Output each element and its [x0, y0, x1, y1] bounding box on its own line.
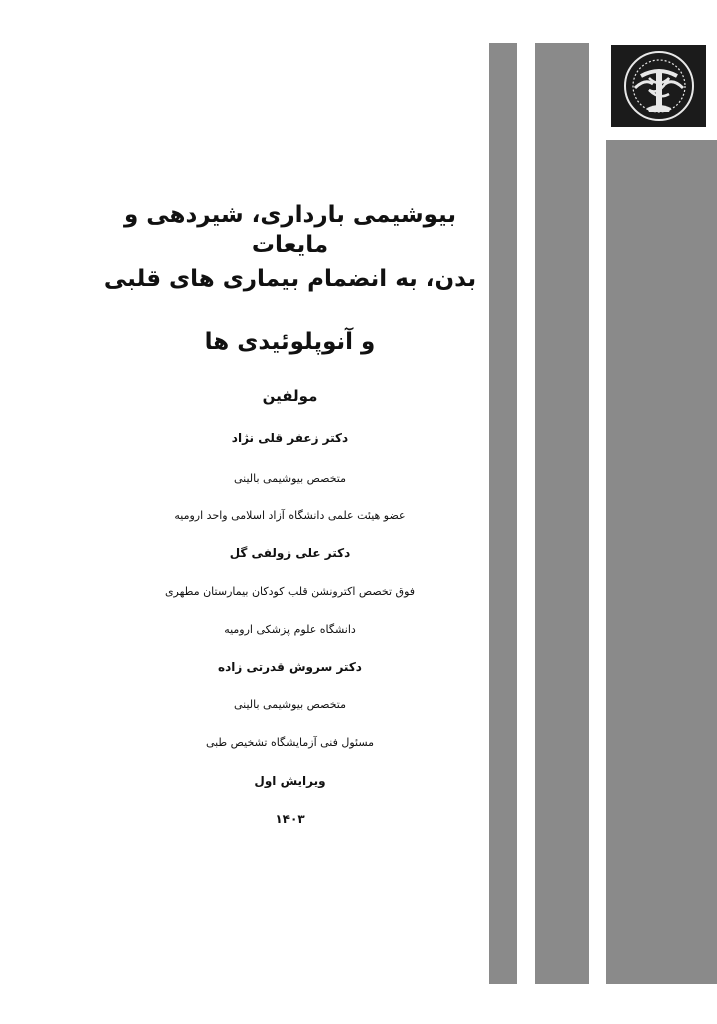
authors-heading: مولفین: [262, 387, 318, 405]
decorative-bar-left: [489, 43, 517, 984]
author-3-affiliation: مسئول فنی آزمایشگاه تشخیص طبی: [205, 736, 375, 749]
author-1-affiliation: عضو هیئت علمی دانشگاه آزاد اسلامی واحد ارومیه: [174, 509, 406, 522]
author-2-name: دکتر علی زولفی گل: [229, 546, 351, 560]
author-3-specialty: متخصص بیوشیمی بالینی: [233, 698, 347, 711]
caduceus-emblem-icon: [619, 48, 699, 124]
publication-year: ۱۴۰۳: [275, 812, 305, 826]
author-1-specialty: متخصص بیوشیمی بالینی: [233, 472, 347, 485]
author-2-affiliation: دانشگاه علوم پزشکی ارومیه: [224, 623, 356, 636]
author-1-name: دکتر زعفر قلی نژاد: [231, 431, 349, 445]
edition-label: ویرایش اول: [254, 774, 326, 788]
author-3-name: دکتر سروش قدرتی زاده: [218, 660, 362, 674]
decorative-bar-middle: [535, 43, 589, 984]
book-title-line-3: و آنوپلوئیدی ها: [204, 329, 376, 355]
university-logo: [611, 45, 706, 127]
book-title-line-2: بدن، به انضمام بیماری های قلبی: [103, 266, 477, 292]
decorative-bar-right: [606, 140, 717, 984]
author-2-specialty: فوق تخصص اکترونشن قلب کودکان بیمارستان مطهری: [164, 585, 416, 598]
book-title-line-1: بیوشیمی بارداری، شیردهی و مایعات: [123, 202, 457, 258]
